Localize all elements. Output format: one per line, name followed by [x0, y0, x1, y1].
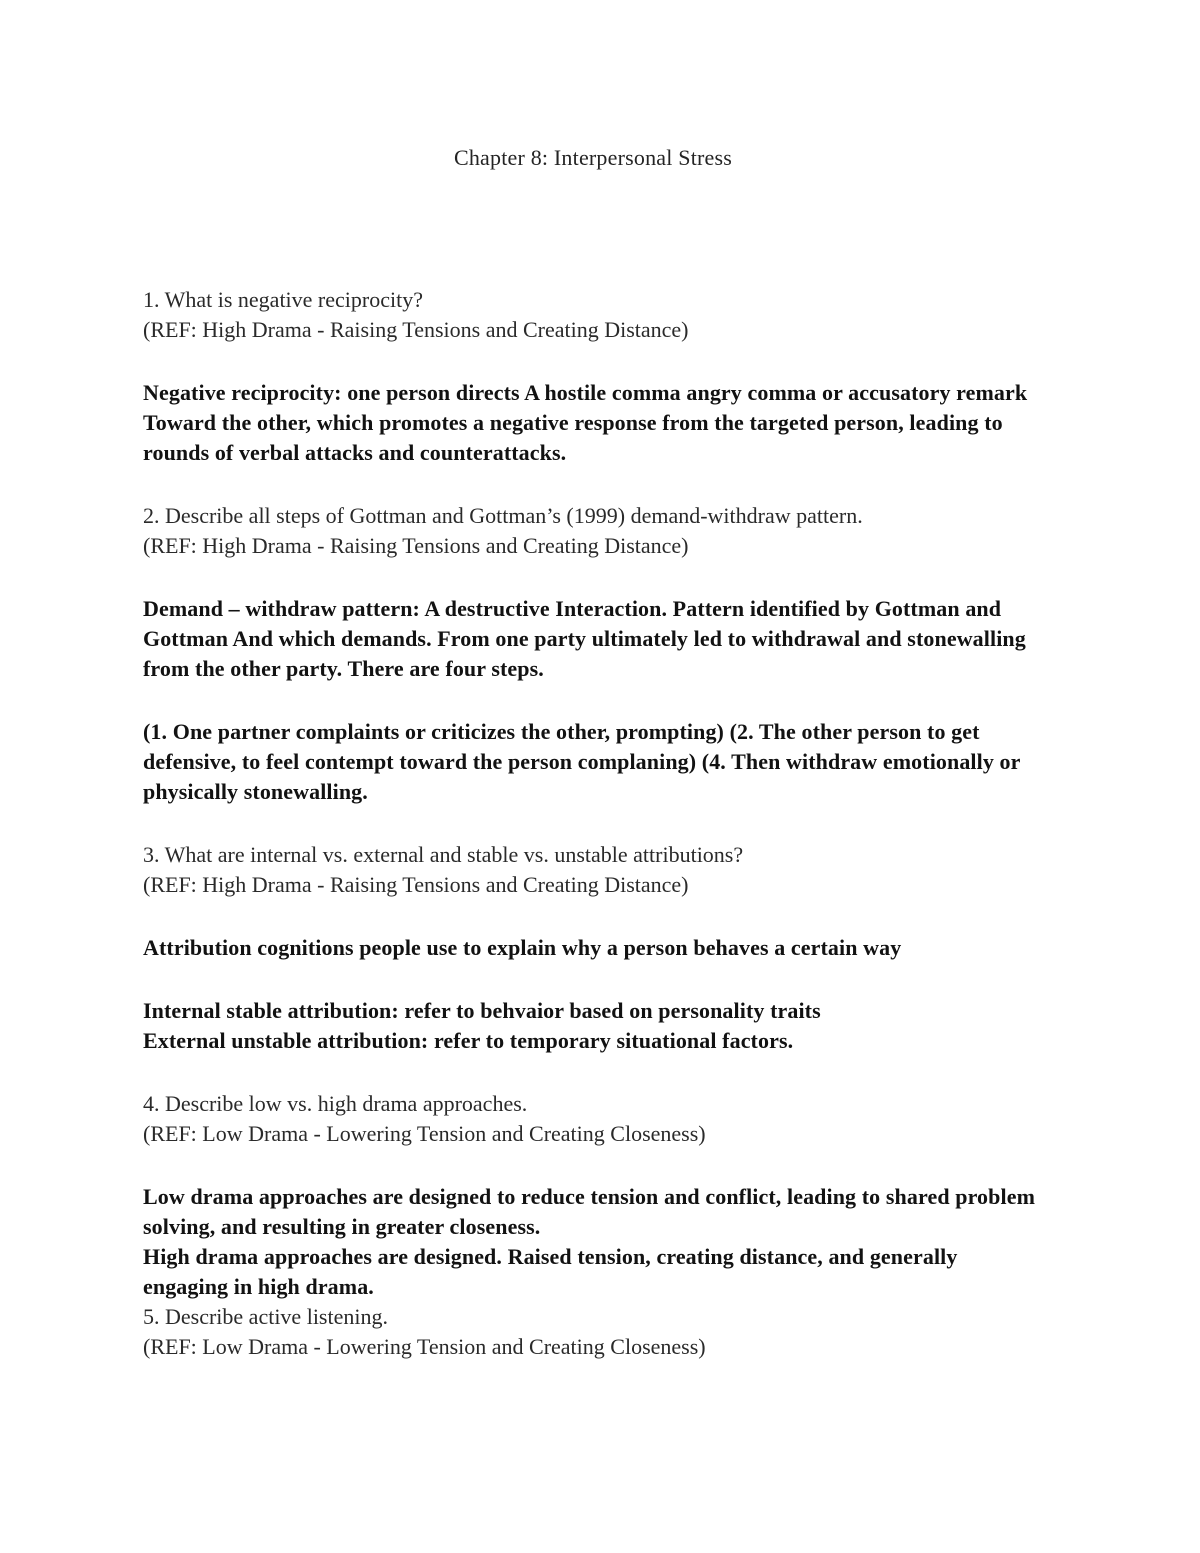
answer-4-low-drama: Low drama approaches are designed to reduce tension and conflict, leading to shared problem solving, and resulting in greater closeness.: [143, 1184, 1035, 1239]
question-3-ref: (REF: High Drama - Raising Tensions and Creating Distance): [143, 872, 689, 897]
question-2-ref: (REF: High Drama - Raising Tensions and Creating Distance): [143, 533, 689, 558]
question-2-text: 2. Describe all steps of Gottman and Gottman’s (1999) demand-withdraw pattern.: [143, 503, 863, 528]
answer-3-attribution-group: [143, 996, 1043, 1056]
question-5-text: 5. Describe active listening.: [143, 1304, 388, 1329]
answer-4-high-drama: High drama approaches are designed. Raised tension, creating distance, and generally engaging in high drama.: [143, 1244, 958, 1299]
question-3-text: 3. What are internal vs. external and stable vs. unstable attributions?: [143, 842, 744, 867]
answer-3-internal-line: Internal stable attribution: refer to behvaior based on personality traits: [143, 998, 821, 1023]
question-5-ref: (REF: Low Drama - Lowering Tension and Creating Closeness): [143, 1334, 706, 1359]
question-4-ref: (REF: Low Drama - Lowering Tension and Creating Closeness): [143, 1121, 706, 1146]
answer-3-external-line: External unstable attribution: refer to temporary situational factors.: [143, 1028, 794, 1053]
question-1-ref: (REF: High Drama - Raising Tensions and Creating Distance): [143, 317, 689, 342]
question-block-3: [143, 840, 1043, 900]
question-block-1: [143, 285, 1043, 345]
answer-4-and-question-5-group: [143, 1182, 1043, 1362]
answer-2-paragraph-2: (1. One partner complaints or criticizes the other, prompting) (2. The other person to get defensive, to feel contempt toward the person complaning) (4. Then withdraw emotionally or physically stonewalling.: [143, 719, 1021, 804]
question-1-text: 1. What is negative reciprocity?: [143, 287, 423, 312]
answer-1-paragraph: Negative reciprocity: one person directs A hostile comma angry comma or accusatory remark Toward the other, which promotes a negative response from the targeted person, leading to rounds of verbal attacks and counterattacks.: [143, 380, 1028, 465]
answer-2-paragraph-1: Demand – withdraw pattern: A destructive Interaction. Pattern identified by Gottman and Gottman And which demands. From one party ultimately led to withdrawal and stonewalling from the other party. There are four steps.: [143, 596, 1026, 681]
question-4-text: 4. Describe low vs. high drama approaches.: [143, 1091, 528, 1116]
page-title: Chapter 8: Interpersonal Stress: [453, 145, 733, 170]
question-block-2: [143, 501, 1043, 561]
question-block-4: [143, 1089, 1043, 1149]
answer-3-paragraph-1: Attribution cognitions people use to explain why a person behaves a certain way: [143, 935, 902, 960]
